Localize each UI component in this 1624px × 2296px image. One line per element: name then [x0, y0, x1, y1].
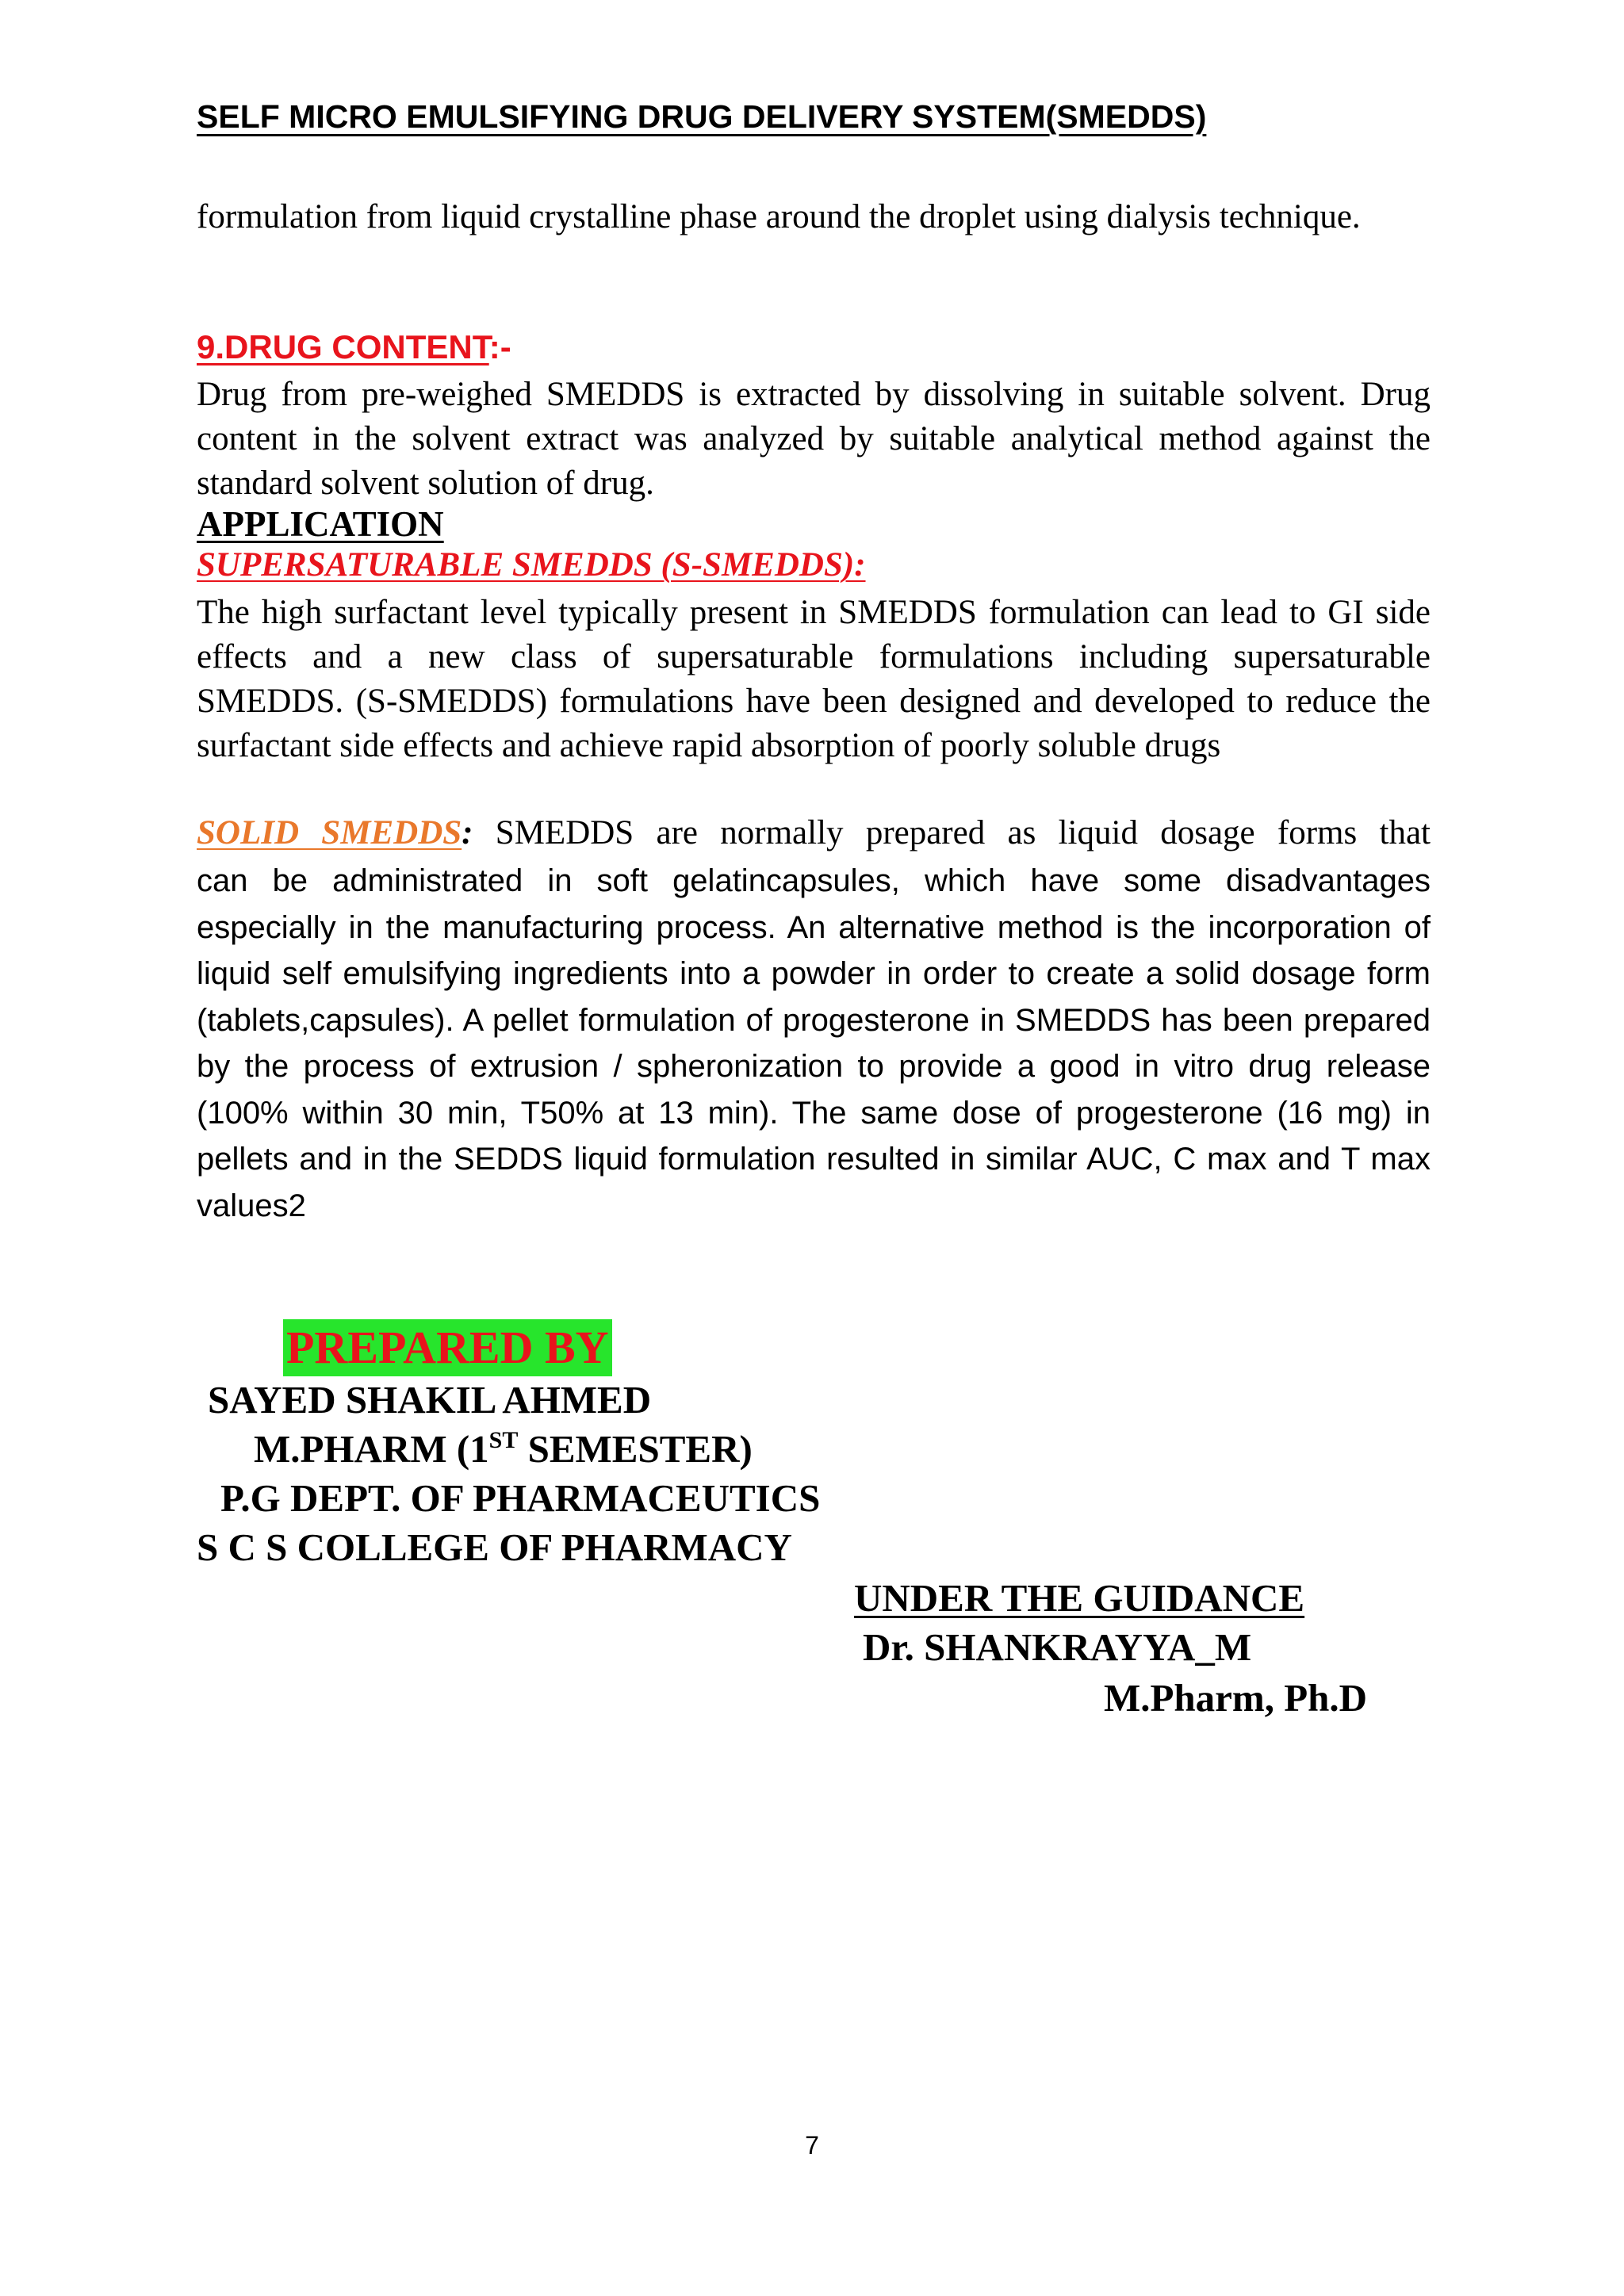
guidance-heading: UNDER THE GUIDANCE [854, 1576, 1305, 1620]
drug-content-heading-text: 9.DRUG CONTENT [197, 328, 489, 365]
guide-name: Dr. SHANKRAYYA_M [863, 1625, 1252, 1669]
prepared-by-label: PREPARED BY [283, 1319, 612, 1376]
author-degree-prefix: M.PHARM (1 [254, 1427, 489, 1471]
author-department: P.G DEPT. OF PHARMACEUTICS [220, 1476, 821, 1520]
drug-content-heading-suffix: :- [488, 328, 511, 365]
solid-smedds-heading: SOLID SMEDDS [197, 814, 462, 851]
supersaturable-heading: SUPERSATURABLE SMEDDS (S-SMEDDS): [197, 546, 866, 584]
page-number: 7 [805, 2131, 819, 2160]
solid-smedds-first-line [197, 811, 1431, 855]
author-college: S C S COLLEGE OF PHARMACY [197, 1525, 792, 1569]
solid-smedds-colon: : [462, 814, 473, 851]
continuation-paragraph: formulation from liquid crystalline phase around the droplet using dialysis technique. [197, 198, 1361, 235]
guide-degree: M.Pharm, Ph.D [1104, 1676, 1368, 1720]
author-name: SAYED SHAKIL AHMED [208, 1378, 652, 1422]
supersaturable-paragraph: The high surfactant level typically present in SMEDDS formulation can lead to GI side effects and a new class of supersaturable formulations including supersaturable SMEDDS. (S-SMEDDS) formulations have been designed and developed to reduce the surfactant side effects and achieve rapid absorption of poorly soluble drugs [197, 594, 1431, 764]
author-degree-superscript: ST [488, 1427, 519, 1453]
solid-smedds-lead-text: SMEDDS are normally prepared as liquid dosage forms that [473, 814, 1431, 851]
author-degree [254, 1425, 753, 1473]
drug-content-paragraph: Drug from pre-weighed SMEDDS is extracted by dissolving in suitable solvent. Drug content in the solvent extract was analyzed by suitable analytical method against the standard solvent solution of drug. [197, 376, 1431, 502]
solid-smedds-paragraph: can be administrated in soft gelatincapsules, which have some disadvantages especially in the manufacturing process. An alternative method is the incorporation of liquid self emulsifying ingredients into a powder in order to create a solid dosage form (tablets,capsules). A pellet formulation of progesterone in SMEDDS has been prepared by the process of extrusion / spheronization to provide a good in vitro drug release (100% within 30 min, T50% at 13 min). The same dose of progesterone (16 mg) in pellets and in the SEDDS liquid formulation resulted in similar AUC, C max and T max values2 [197, 863, 1431, 1223]
drug-content-heading [197, 328, 1431, 366]
page-header: SELF MICRO EMULSIFYING DRUG DELIVERY SYSTEM(SMEDDS) [197, 98, 1207, 135]
author-degree-suffix: SEMESTER) [518, 1427, 753, 1471]
application-heading: APPLICATION [197, 504, 444, 544]
